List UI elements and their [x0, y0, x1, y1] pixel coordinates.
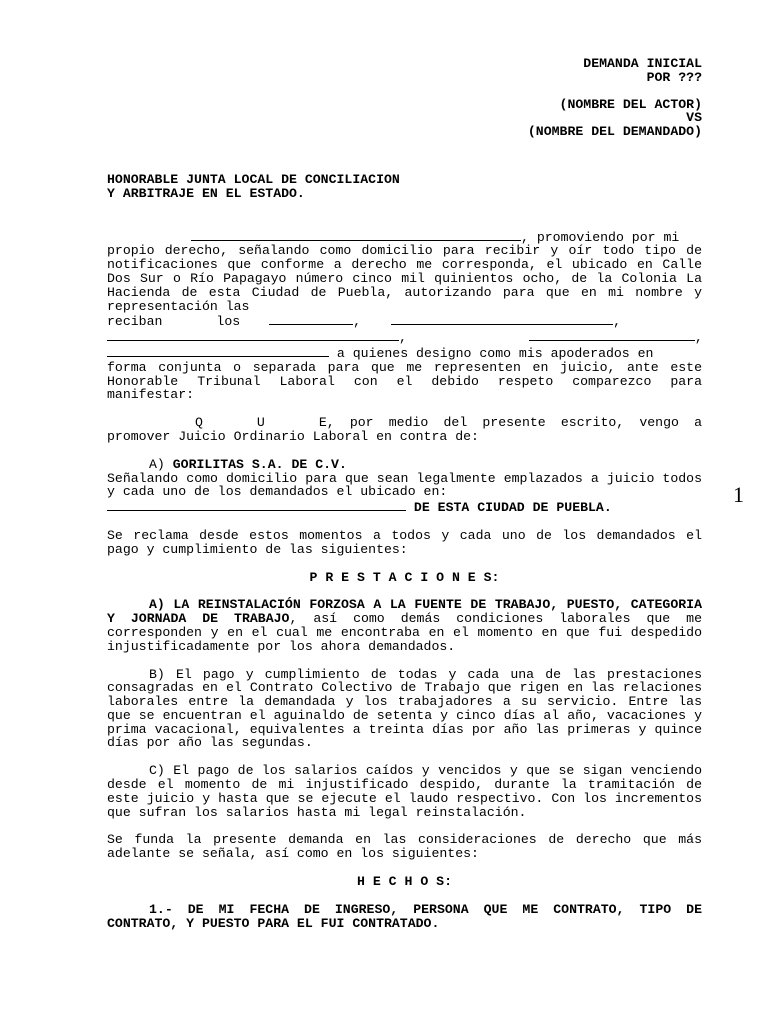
defendant-name: GORILITAS S.A. DE C.V.: [172, 456, 347, 472]
defendant-letter: A): [149, 456, 165, 472]
hechos-title: H E C H O S:: [357, 874, 452, 890]
defendant-block: [107, 458, 702, 515]
attorney-line-2: , ,: [107, 329, 702, 345]
page-number: 1: [733, 482, 744, 507]
addressee-line-1: HONORABLE JUNTA LOCAL DE CONCILIACION: [107, 171, 400, 187]
actor-name-blank: [191, 229, 521, 241]
document-page: [107, 57, 702, 930]
que-paragraph: Q U E, por medio del presente escrito, vengo a promover Juicio Ordinario Laboral en contra de:: [107, 415, 702, 444]
prestacion-b: B) El pago y cumplimiento de todas y cada una de las prestaciones consagradas en el Contrato Colectivo de Trabajo que rigen en las relaciones laborales entre la demandada y los trabajadores a su servicio. Entre las que se encuentran el aguinaldo de setenta y cinco días al año, vacaciones y prima vacacional, equivalentes a treinta días por año las primeras y quince días por año las segundas.: [107, 666, 702, 751]
attorney-blank-2: [391, 313, 613, 325]
claim-paragraph: Se reclama desde estos momentos a todos y cada uno de los demandados el pago y cumplimiento de las siguientes:: [107, 527, 702, 557]
header-line-actor: (NOMBRE DEL ACTOR): [559, 96, 702, 112]
case-header: [107, 57, 702, 139]
header-line-demanda: DEMANDA INICIAL: [583, 56, 702, 71]
prestaciones-title: P R E S T A C I O N E S:: [309, 569, 500, 585]
attorney-line-3: a quienes designo como mis apoderados en: [107, 345, 702, 361]
defendant-city: DE ESTA CIUDAD DE PUEBLA.: [406, 500, 612, 516]
reciban-line: reciban los , ,: [107, 314, 621, 330]
defendant-address-blank: [107, 499, 406, 511]
attorney-blank-3: [107, 329, 399, 341]
intro-paragraph: [107, 229, 702, 403]
addressee-line-2: Y ARBITRAJE EN EL ESTADO.: [107, 185, 305, 201]
foundation-paragraph: Se funda la presente demanda en las consideraciones de derecho que más adelante se señala, así como en los siguientes:: [107, 832, 702, 862]
attorney-blank-1: [269, 313, 353, 325]
defendant-address-text: Señalando como domicilio para que sean legalmente emplazados a juicio todos y cada uno de los demandados el ubicado en:: [107, 470, 702, 500]
intro-first-line: , promoviendo por mi: [521, 229, 680, 245]
prestacion-a: A) LA REINSTALACIÓN FORZOSA A LA FUENTE DE TRABAJO, PUESTO, CATEGORIA Y JORNADA DE TRABAJO, así como demás condiciones laborales que me corresponden y en el cual me encontraba en el momento en que fui despedido injustificadamente por los ahora demandados.: [107, 597, 703, 654]
prestacion-c: C) El pago de los salarios caídos y vencidos y que se sigan venciendo desde el momento de mi injustificado despido, durante la tramitación de este juicio y hasta que se ejecute el laudo respectivo. Con los incrementos que sufran los salarios hasta mi legal reinstalación.: [107, 763, 702, 820]
header-line-demandado: (NOMBRE DEL DEMANDADO): [527, 124, 702, 140]
header-line-por: POR ???: [646, 69, 702, 85]
intro-body: propio derecho, señalando como domicilio para recibir y oír todo tipo de notificaciones que conforme a derecho me corresponda, el ubicado en Calle Dos Sur o Río Papagayo número cinco mil quinientos ocho, de la Colonia La Hacienda de esta Ciudad de Puebla, autorizando para que en mi nombre y representación las: [107, 243, 702, 314]
header-line-vs: VS: [686, 110, 702, 126]
hecho-1: 1.- DE MI FECHA DE INGRESO, PERSONA QUE ME CONTRATO, TIPO DE CONTRATO, Y PUESTO PARA EL FUI CONTRATADO.: [107, 901, 702, 931]
attorney-blank-5: [107, 345, 329, 357]
addressee: [107, 173, 702, 201]
intro-tail: forma conjunta o separada para que me representen en juicio, ante este Honorable Tribunal Laboral con el debido respeto comparezco para manifestar:: [107, 359, 702, 403]
attorney-blank-4: [529, 329, 695, 341]
